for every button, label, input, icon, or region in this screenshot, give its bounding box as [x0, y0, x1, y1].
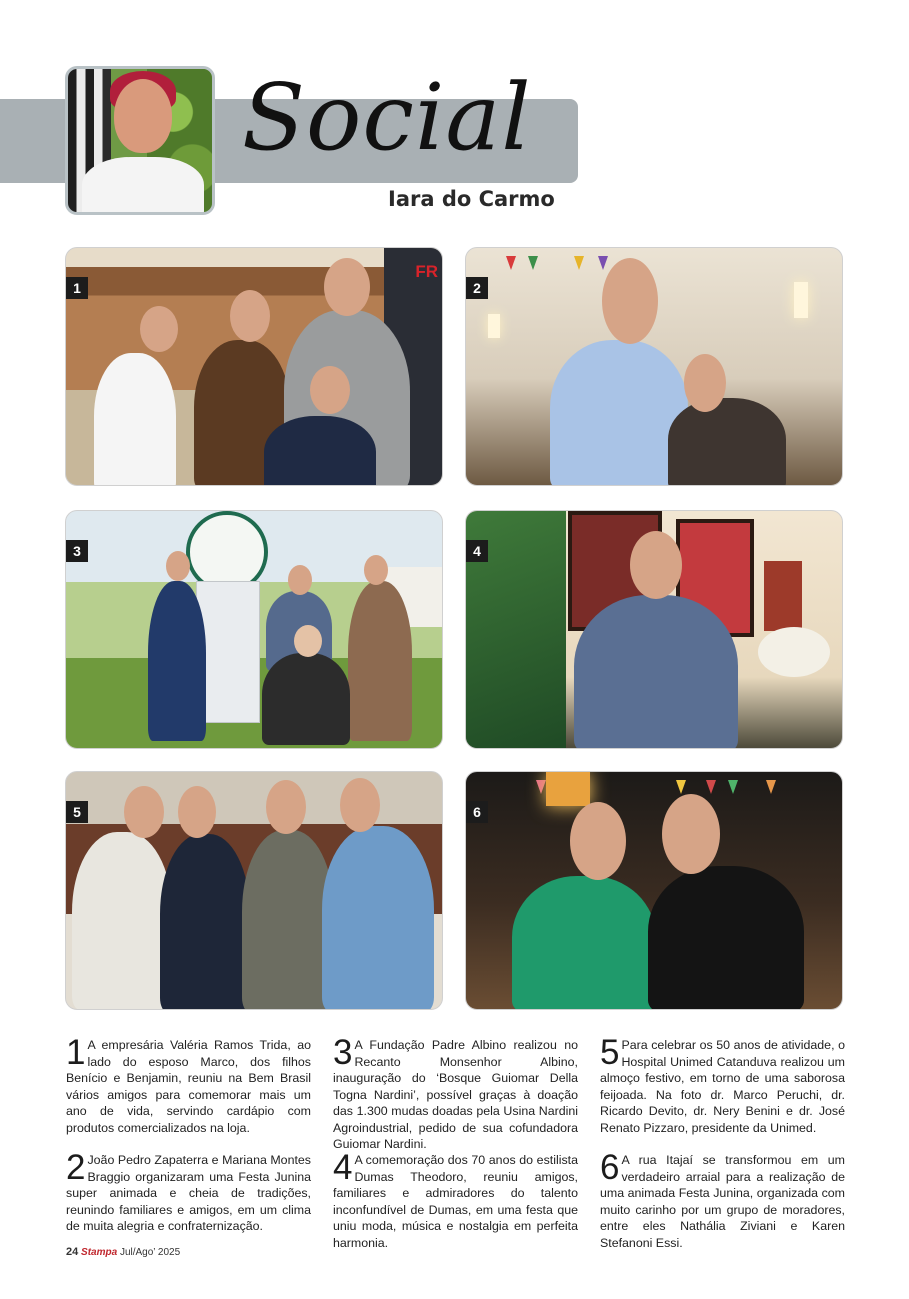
caption-number: 3: [333, 1033, 353, 1072]
caption-4: [333, 1148, 578, 1251]
photo-number: 2: [466, 277, 488, 299]
page-number: 24: [66, 1246, 79, 1258]
caption-text: Para celebrar os 50 anos de atividade, o Hospital Unimed Catanduva realizou um almoço festivo, em torno de uma saborosa feijoada. Na foto dr. Marco Peruchi, dr. Ricardo Devito, dr. Nery Benini e dr. José Renato Pizzaro, presidente da Unimed.: [600, 1038, 845, 1135]
photo-number: 1: [66, 277, 88, 299]
caption-number: 6: [600, 1148, 620, 1187]
photo-2: [465, 247, 843, 486]
section-title: Social: [242, 64, 532, 171]
caption-text: João Pedro Zapaterra e Mariana Montes Braggio organizaram uma Festa Junina super animada e cheia de tradições, reunindo familiares e amigos, em um clima de muita alegria e confraternização.: [66, 1153, 311, 1233]
issue-date: Jul/Ago’ 2025: [119, 1247, 181, 1258]
caption-1: [66, 1033, 311, 1136]
caption-number: 1: [66, 1033, 86, 1072]
caption-number: 2: [66, 1148, 86, 1187]
caption-text: A empresária Valéria Ramos Trida, ao lado do esposo Marco, dos filhos Benício e Benjamin, reuniu na Bem Brasil vários amigos para comemorar mais um ano de vida, servindo cardápio com produtos comercializados na loja.: [66, 1038, 311, 1135]
caption-2: [66, 1148, 311, 1235]
caption-5: [600, 1033, 845, 1136]
caption-text: A comemoração dos 70 anos do estilista Dumas Theodoro, reuniu amigos, familiares e admiradores do talento inconfundível de Dumas, em uma festa que uniu moda, música e nostalgia em perfeita harmonia.: [333, 1153, 578, 1250]
photo-6: [465, 771, 843, 1010]
photo-number: 5: [66, 801, 88, 823]
caption-6: [600, 1148, 845, 1251]
photo-number: 6: [466, 801, 488, 823]
caption-number: 5: [600, 1033, 620, 1072]
photo-4: [465, 510, 843, 749]
photo-number: 4: [466, 540, 488, 562]
columnist-name: Iara do Carmo: [388, 187, 555, 211]
caption-number: 4: [333, 1148, 353, 1187]
caption-3: [333, 1033, 578, 1153]
magazine-brand: Stampa: [81, 1247, 118, 1258]
photo-number: 3: [66, 540, 88, 562]
photo-5: [65, 771, 443, 1010]
caption-text: A rua Itajaí se transformou em um verdadeiro arraial para a realização de uma animada Festa Junina, organizada com muito carinho por um grupo de moradores, entre eles Nathália Ziviani e Karen Stefanoni Essi.: [600, 1153, 845, 1250]
store-sign: FR: [415, 262, 438, 281]
columnist-portrait: [65, 66, 215, 215]
photo-3: [65, 510, 443, 749]
page-footer: [66, 1246, 180, 1258]
caption-text: A Fundação Padre Albino realizou no Recanto Monsenhor Albino, inauguração do ‘Bosque Guiomar Della Togna Nardini’, possível graças à doação das 1.300 mudas doadas pela Usina Nardini Agroindustrial, pedido de sua cofundadora Guiomar Nardini.: [333, 1038, 578, 1151]
photo-1: [65, 247, 443, 486]
